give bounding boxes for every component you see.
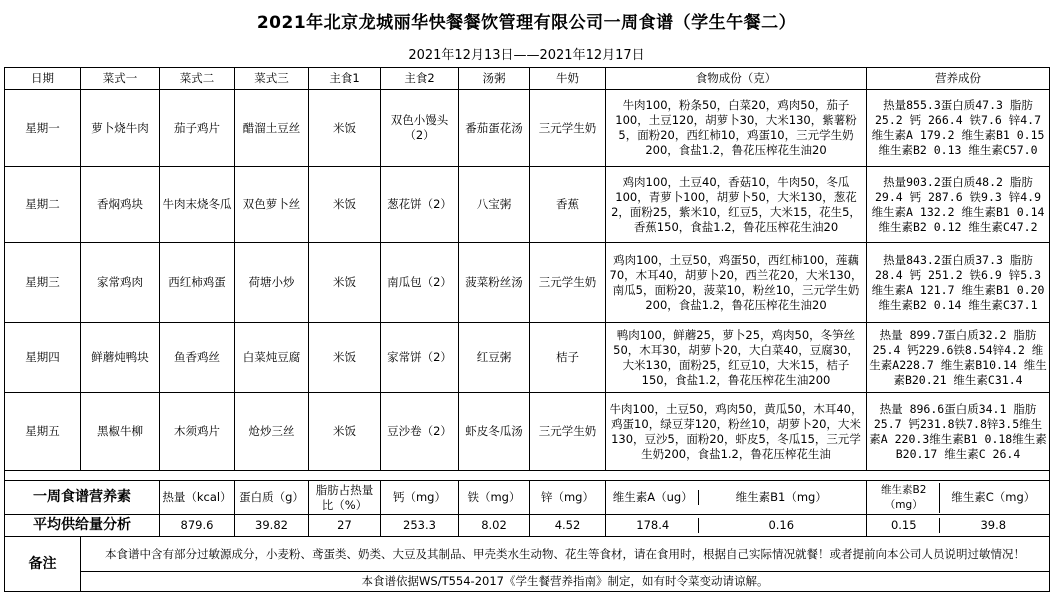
soup-cell: 菠菜粉丝汤	[459, 243, 530, 323]
nutrition-cell: 热量903.2蛋白质48.2 脂肪 29.4 钙 287.6 铁9.3 锌4.9 维生素A 132.2 维生素B1 0.14 维生素B2 0.12 维生素C47.2	[867, 167, 1050, 243]
summary-value: 253.3	[381, 515, 459, 537]
summary-value: 39.8	[980, 518, 1007, 532]
staple2-cell: 双色小馒头（2）	[381, 90, 459, 167]
summary-value	[606, 515, 867, 537]
summary-header: 维生素A（ug）	[608, 490, 698, 505]
dish3-cell: 炝炒三丝	[235, 393, 309, 471]
day-cell: 星期四	[5, 323, 81, 393]
summary-header	[867, 481, 1050, 515]
summary-value	[867, 515, 1050, 537]
summary-value: 879.6	[160, 515, 235, 537]
staple2-cell: 葱花饼（2）	[381, 167, 459, 243]
soup-cell: 红豆粥	[459, 323, 530, 393]
summary-value: 8.02	[459, 515, 530, 537]
summary-value: 27	[309, 515, 381, 537]
milk-cell: 三元学生奶	[530, 393, 606, 471]
milk-cell: 香蕉	[530, 167, 606, 243]
soup-cell: 八宝粥	[459, 167, 530, 243]
notes-line-2: 本食谱依据WS/T554-2017《学生餐营养指南》制定，如有时令菜变动请谅解。	[81, 572, 1050, 592]
milk-cell: 三元学生奶	[530, 243, 606, 323]
header-cell: 菜式二	[160, 68, 235, 90]
ingredients-cell: 牛肉100，粉条50，白菜20，鸡肉50，茄子100，土豆120，胡萝卜30，大米130，紫薯粉5，面粉20，西红柿10，鸡蛋10，三元学生奶200，食盐1.2，鲁花压榨花生油20	[606, 90, 867, 167]
dish3-cell: 白菜炖豆腐	[235, 323, 309, 393]
dish1-cell: 香焖鸡块	[81, 167, 160, 243]
dish2-cell: 西红柿鸡蛋	[160, 243, 235, 323]
dish1-cell: 萝卜烧牛肉	[81, 90, 160, 167]
milk-cell: 三元学生奶	[530, 90, 606, 167]
dish3-cell: 双色萝卜丝	[235, 167, 309, 243]
day-cell: 星期三	[5, 243, 81, 323]
dish2-cell: 鱼香鸡丝	[160, 323, 235, 393]
header-cell: 日期	[5, 68, 81, 90]
summary-value: 178.4	[608, 518, 698, 533]
staple1-cell: 米饭	[309, 90, 381, 167]
notes-row	[5, 537, 1050, 572]
table-row	[5, 90, 1050, 167]
table-row	[5, 393, 1050, 471]
summary-header-split	[869, 483, 1047, 513]
summary-label: 平均供给量分析	[5, 515, 160, 537]
summary-label: 一周食谱营养素	[5, 481, 160, 515]
summary-header: 维生素B2（mg）	[869, 483, 939, 513]
notes-label: 备注	[5, 537, 81, 592]
header-cell: 菜式三	[235, 68, 309, 90]
header-cell: 营养成份	[867, 68, 1050, 90]
table-row	[5, 323, 1050, 393]
day-cell: 星期二	[5, 167, 81, 243]
dish3-cell: 醋溜土豆丝	[235, 90, 309, 167]
day-cell: 星期一	[5, 90, 81, 167]
dish2-cell: 茄子鸡片	[160, 90, 235, 167]
staple2-cell: 家常饼（2）	[381, 323, 459, 393]
summary-value: 0.15	[869, 518, 939, 533]
staple1-cell: 米饭	[309, 243, 381, 323]
soup-cell: 虾皮冬瓜汤	[459, 393, 530, 471]
dish1-cell: 家常鸡肉	[81, 243, 160, 323]
summary-header: 维生素B1（mg）	[735, 490, 827, 504]
summary-value: 0.16	[768, 518, 795, 532]
notes-row	[5, 572, 1050, 592]
spacer-row	[5, 471, 1050, 481]
header-row	[5, 68, 1050, 90]
ingredients-cell: 鸭肉100，鲜蘑25，萝卜25，鸡肉50，冬笋丝50，木耳30，胡萝卜20，大白菜40，豆腐30，大米130，面粉25，红豆10，大米15，桔子150，食盐1.2，鲁花压榨花生油200	[606, 323, 867, 393]
summary-header: 铁（mg）	[459, 481, 530, 515]
milk-cell: 桔子	[530, 323, 606, 393]
nutrition-cell: 热量 899.7蛋白质32.2 脂肪25.4 钙229.6铁8.54锌4.2 维生素A228.7 维生素B10.14 维生素B20.21 维生素C31.4	[867, 323, 1050, 393]
ingredients-cell: 牛肉100，土豆50，鸡肉50，黄瓜50，木耳40，鸡蛋10，绿豆芽120，粉丝10，胡萝卜20，大米130，豆沙5，面粉20，虾皮5，冬瓜15，三元学生奶200，食盐1.2，鲁花压榨花生油	[606, 393, 867, 471]
summary-header: 蛋白质（g）	[235, 481, 309, 515]
header-cell: 主食2	[381, 68, 459, 90]
summary-value: 39.82	[235, 515, 309, 537]
summary-header-row	[5, 481, 1050, 515]
staple1-cell: 米饭	[309, 323, 381, 393]
table-row	[5, 243, 1050, 323]
dish2-cell: 牛肉末烧冬瓜	[160, 167, 235, 243]
dish1-cell: 黑椒牛柳	[81, 393, 160, 471]
staple1-cell: 米饭	[309, 167, 381, 243]
nutrition-cell: 热量855.3蛋白质47.3 脂肪 25.2 钙 266.4 铁7.6 锌4.7 维生素A 179.2 维生素B1 0.15 维生素B2 0.13 维生素C57.0	[867, 90, 1050, 167]
header-cell: 主食1	[309, 68, 381, 90]
header-cell: 食物成份（克）	[606, 68, 867, 90]
nutrition-cell: 热量843.2蛋白质37.3 脂肪 28.4 钙 251.2 铁6.9 锌5.3 维生素A 121.7 维生素B1 0.20 维生素B2 0.14 维生素C37.1	[867, 243, 1050, 323]
summary-header: 热量（kcal）	[160, 481, 235, 515]
header-cell: 牛奶	[530, 68, 606, 90]
staple1-cell: 米饭	[309, 393, 381, 471]
day-cell: 星期五	[5, 393, 81, 471]
ingredients-cell: 鸡肉100，土豆50，鸡蛋50，西红柿100，莲藕70，木耳40，胡萝卜20，西兰花20，大米130，南瓜5，面粉20，菠菜10，粉丝10，三元学生奶200，食盐1.2，鲁花压榨花生油20	[606, 243, 867, 323]
nutrition-cell: 热量 896.6蛋白质34.1 脂肪25.7 钙231.8铁7.8锌3.5维生素A 220.3维生素B1 0.18维生素B20.17 维生素C 26.4	[867, 393, 1050, 471]
summary-header: 钙（mg）	[381, 481, 459, 515]
dish1-cell: 鲜蘑炖鸭块	[81, 323, 160, 393]
header-cell: 汤粥	[459, 68, 530, 90]
dish2-cell: 木须鸡片	[160, 393, 235, 471]
summary-header	[606, 481, 867, 515]
date-range: 2021年12月13日——2021年12月17日	[408, 48, 645, 63]
header-cell: 菜式一	[81, 68, 160, 90]
summary-header: 锌（mg）	[530, 481, 606, 515]
summary-header: 维生素C（mg）	[951, 490, 1036, 504]
menu-table	[4, 67, 1050, 592]
page-title: 2021年北京龙城丽华快餐餐饮管理有限公司一周食谱（学生午餐二）	[256, 13, 797, 33]
summary-header-split	[608, 490, 864, 505]
summary-value-split	[869, 518, 1047, 533]
staple2-cell: 南瓜包（2）	[381, 243, 459, 323]
summary-value-split	[608, 518, 864, 533]
dish3-cell: 荷塘小炒	[235, 243, 309, 323]
staple2-cell: 豆沙卷（2）	[381, 393, 459, 471]
ingredients-cell: 鸡肉100，土豆40，香菇10，牛肉50，冬瓜100，青萝卜100，胡萝卜50，大米130，葱花2，面粉25，紫米10，红豆5，大米15，花生5，香蕉150，食盐1.2，鲁花压榨花生油20	[606, 167, 867, 243]
soup-cell: 番茄蛋花汤	[459, 90, 530, 167]
summary-values-row	[5, 515, 1050, 537]
notes-line-1: 本食谱中含有部分过敏源成分，小麦粉、鸢蛋类、奶类、大豆及其制品、甲壳类水生动物、花生等食材，请在食用时，根据自己实际情况就餐！或者提前向本公司人员说明过敏情况！	[81, 537, 1050, 572]
summary-header: 脂肪占热量比（%）	[309, 481, 381, 515]
spacer-cell	[5, 471, 1050, 481]
table-row	[5, 167, 1050, 243]
summary-value: 4.52	[530, 515, 606, 537]
